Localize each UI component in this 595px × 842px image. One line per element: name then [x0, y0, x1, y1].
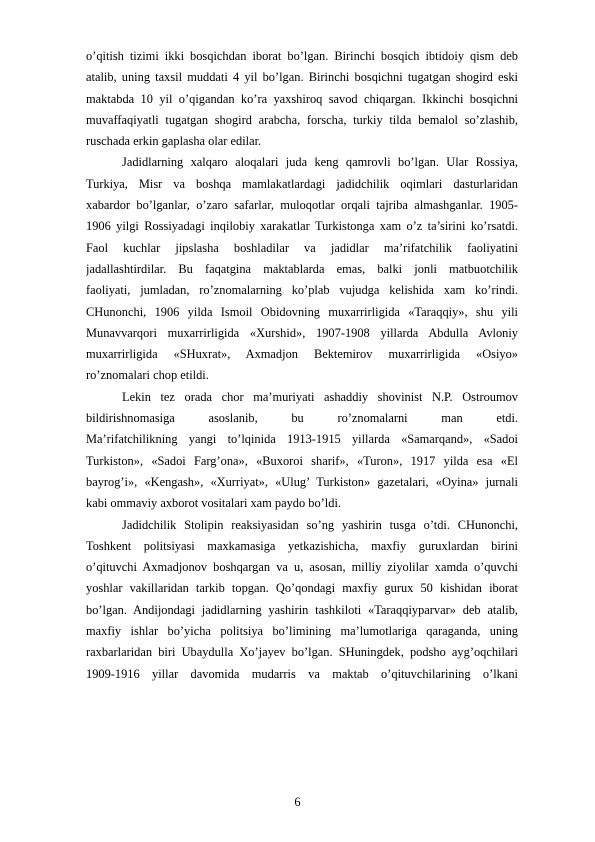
document-body	[86, 46, 518, 685]
text-line: Toshkent politsiyasi maxkamasiga yetkazishicha, maxfiy guruxlardan birini	[86, 538, 518, 553]
text-line: muxarrirligida «SHuxrat», Axmadjon Bektemirov muxarrirligida «Osiyo»	[86, 347, 518, 362]
text-line: Turkiya, Misr va boshqa mamlakatlardagi jadidchilik oqimlari dasturlaridan	[86, 176, 518, 191]
text-line: kabi ommaviy axborot vositalari xam paydo bo’ldi.	[86, 496, 341, 511]
text-line: Lekin tez orada chor ma’muriyati ashaddiy shovinist N.P. Ostroumov	[122, 389, 518, 404]
text-line: ruschada erkin gaplasha olar edilar.	[86, 134, 262, 149]
paragraph	[86, 387, 518, 515]
paragraph	[86, 515, 518, 685]
text-line: jadallashtirdilar. Bu faqatgina maktablarda emas, balki jonli matbuotchilik	[86, 261, 518, 276]
text-line: muvaffaqiyatli tugatgan shogird arabcha, forscha, turkiy tilda bemalol so’zlashib,	[86, 112, 518, 127]
text-line: o’qituvchi Axmadjonov boshqargan va u, asosan, milliy ziyolilar xamda o’quvchi	[86, 560, 518, 575]
text-line: 1909-1916 yillar davomida mudarris va maktab o’qituvchilarining o’lkani	[86, 666, 518, 681]
text-line: Jadidchilik Stolipin reaksiyasidan so’ng yashirin tusga o’tdi. CHunonchi,	[122, 517, 518, 532]
text-line: atalib, uning taxsil muddati 4 yil bo’lgan. Birinchi bosqichni tugatgan shogird eski	[86, 70, 518, 85]
text-line: o’qitish tizimi ikki bosqichdan iborat bo’lgan. Birinchi bosqich ibtidoiy qism deb	[86, 49, 518, 63]
text-line: Faol kuchlar jipslasha boshladilar va jadidlar ma’rifatchilik faoliyatini	[86, 240, 518, 255]
page-number: 6	[294, 795, 301, 809]
text-line: Turkiston», «Sadoi Farg’ona», «Buxoroi sharif», «Turon», 1917 yilda esa «El	[86, 453, 518, 468]
text-line: bildirishnomasiga asoslanib, bu ro’znomalarni man etdi.	[86, 411, 518, 426]
paragraph	[86, 46, 518, 152]
text-line: Munavvarqori muxarrirligida «Xurshid», 1907-1908 yillarda Abdulla Avloniy	[86, 325, 518, 340]
text-line: faoliyati, jumladan, ro’znomalarning ko’plab vujudga kelishida xam ko’rindi.	[86, 283, 518, 298]
text-line: bo’lgan. Andijondagi jadidlarning yashirin tashkiloti «Taraqqiyparvar» deb atalib,	[86, 602, 518, 617]
text-line: 1906 yilgi Rossiyadagi inqilobiy xarakatlar Turkistonga xam o’z ta’sirini ko’rsatdi.	[86, 219, 518, 234]
text-line: Jadidlarning xalqaro aloqalari juda keng qamrovli bo’lgan. Ular Rossiya,	[122, 155, 518, 170]
text-line: maktabda 10 yil o’qigandan ko’ra yaxshiroq savod chiqargan. Ikkinchi bosqichni	[86, 91, 518, 106]
text-line: yoshlar vakillaridan tarkib topgan. Qo’qondagi maxfiy gurux 50 kishidan iborat	[86, 581, 518, 596]
paragraph	[86, 152, 518, 386]
text-line: Ma’rifatchilikning yangi to’lqinida 1913-1915 yillarda «Samarqand», «Sadoi	[86, 432, 518, 447]
text-line: CHunonchi, 1906 yilda Ismoil Obidovning muxarrirligida «Taraqqiy», shu yili	[86, 304, 518, 319]
text-line: raxbarlaridan biri Ubaydulla Xo’jayev bo’lgan. SHuningdek, podsho ayg’oqchilari	[86, 645, 518, 660]
text-line: maxfiy ishlar bo’yicha politsiya bo’limining ma’lumotlariga qaraganda, uning	[86, 624, 518, 639]
text-line: bayrog’i», «Kengash», «Xurriyat», «Ulug’ Turkiston» gazetalari, «Oyina» jurnali	[86, 474, 518, 489]
text-line: xabardor bo’lganlar, o’zaro safarlar, muloqotlar orqali tajriba almashganlar. 1905-	[86, 198, 518, 213]
text-line: ro’znomalari chop etildi.	[86, 368, 209, 383]
